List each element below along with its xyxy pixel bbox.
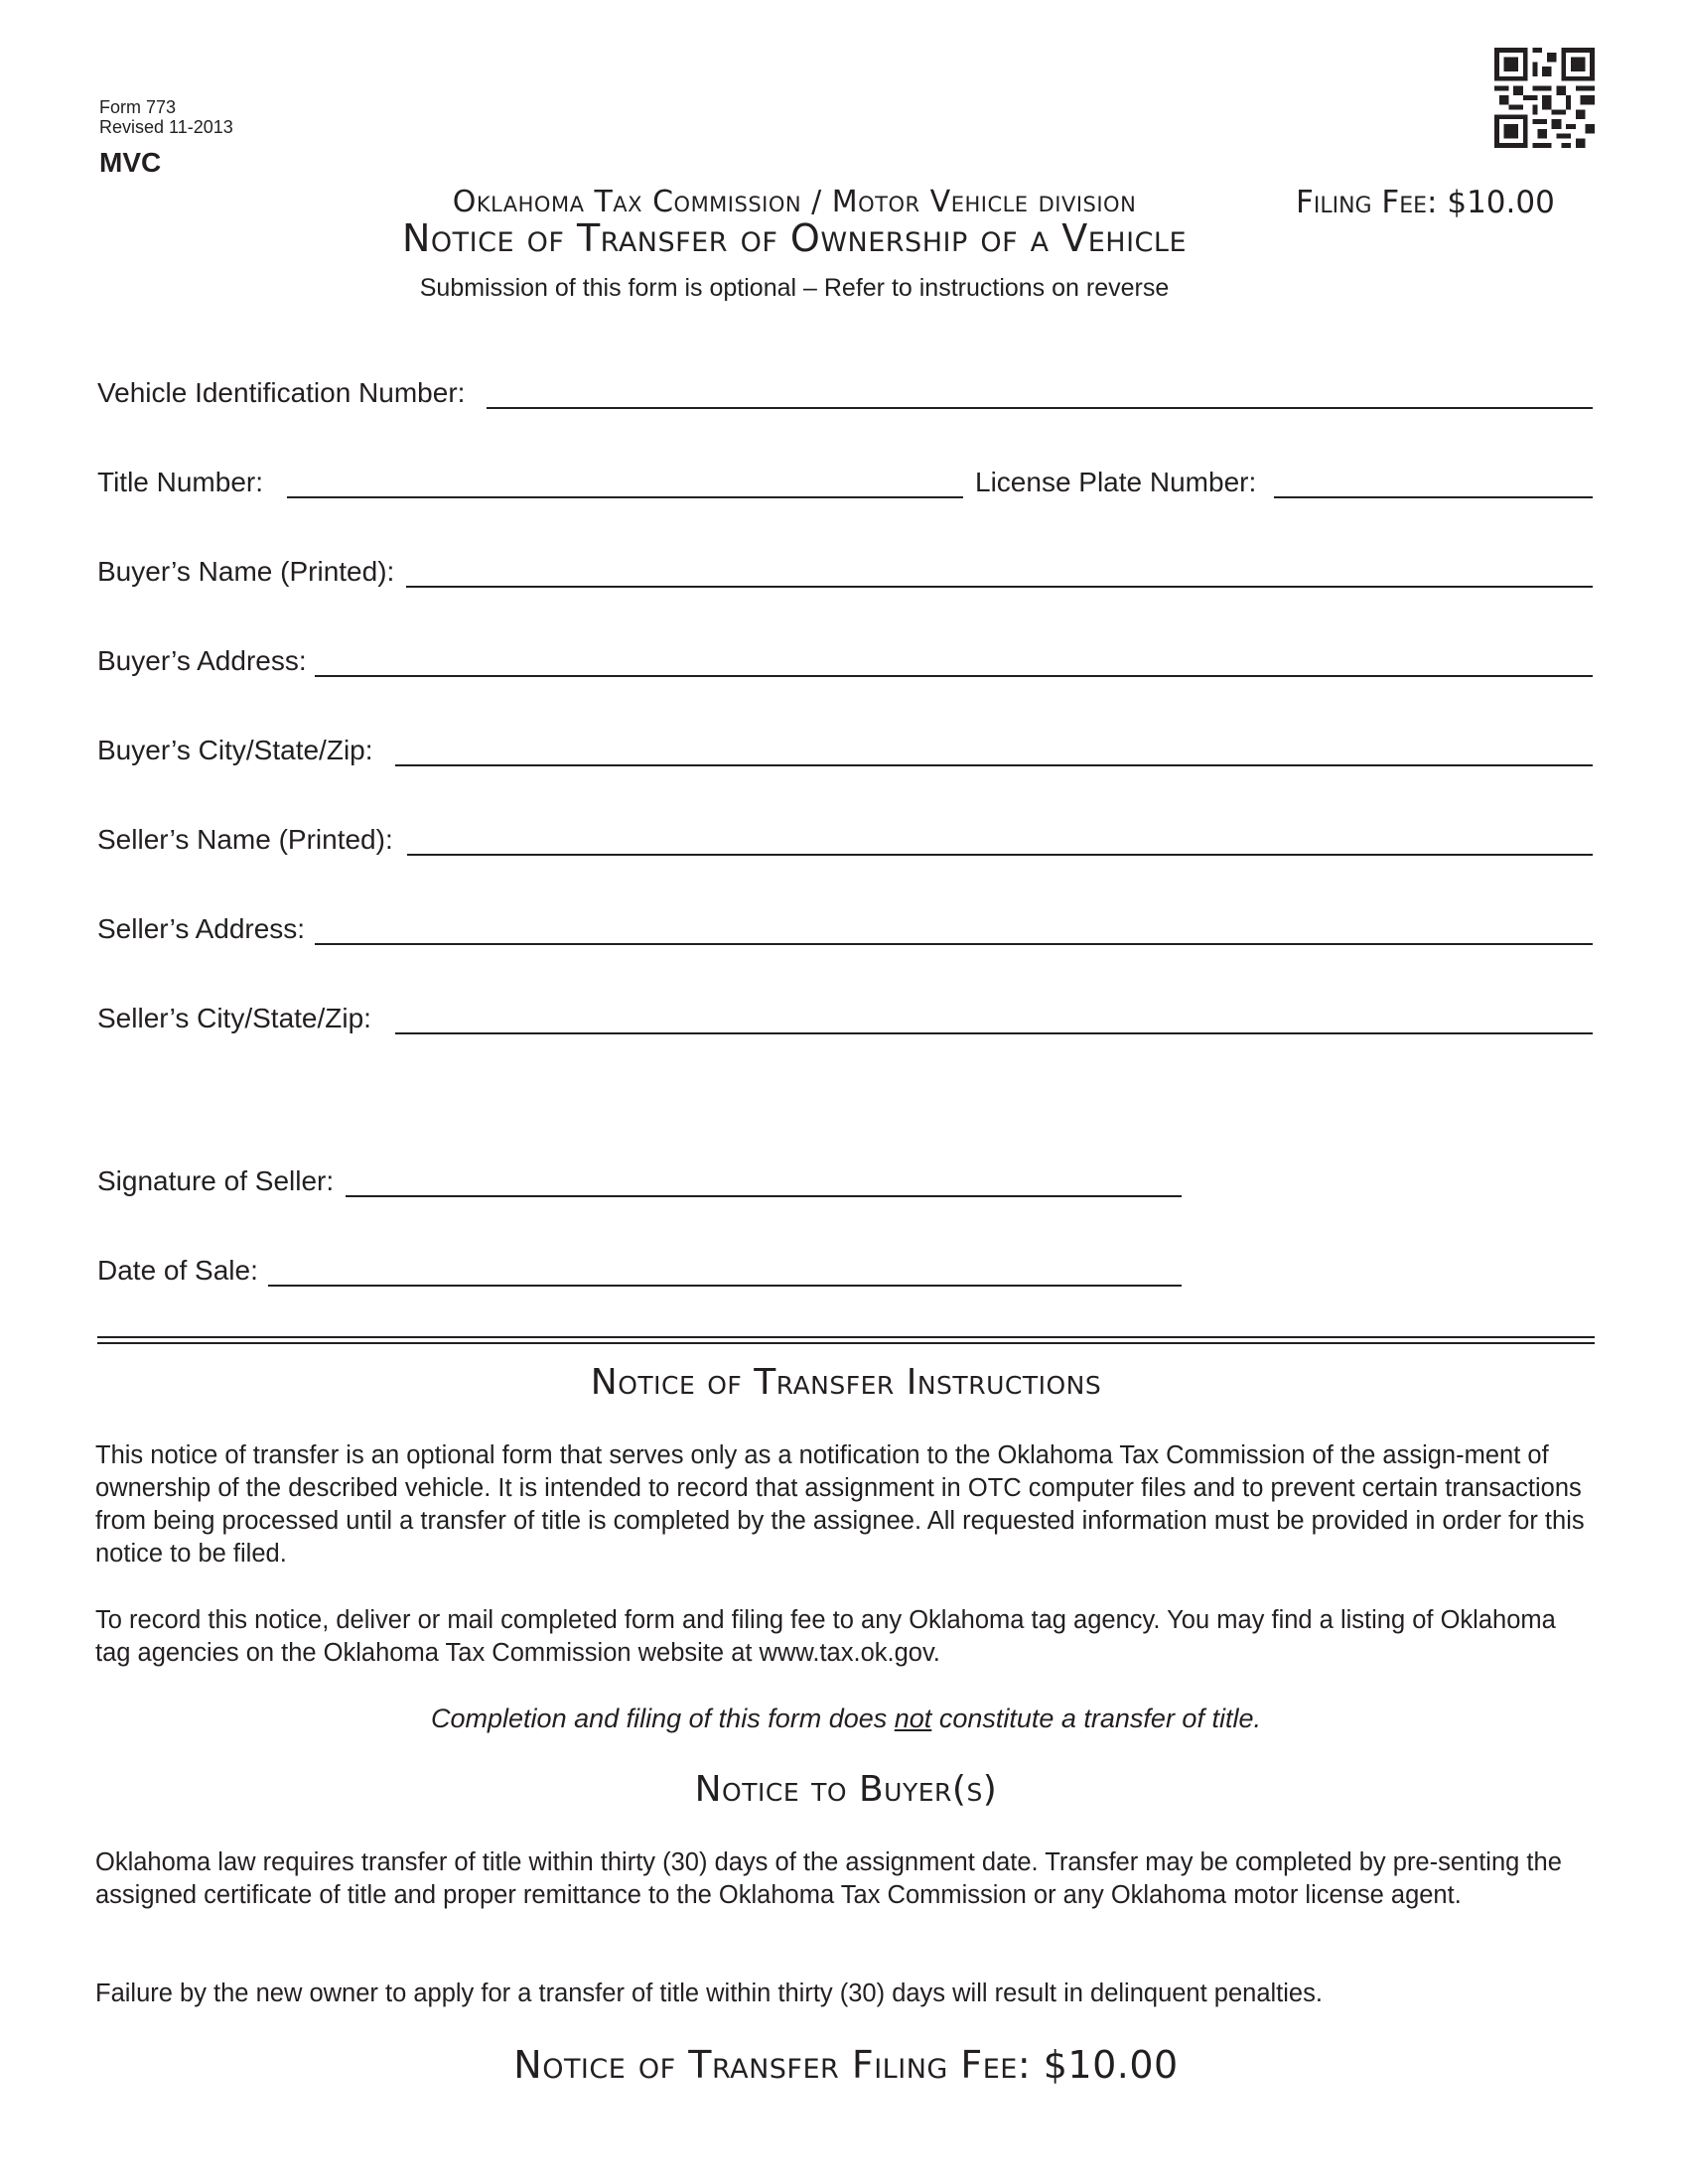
qr-code-icon <box>1494 48 1595 148</box>
seller-name-field[interactable] <box>97 816 1593 856</box>
seller-address-label: Seller’s Address: <box>97 913 306 944</box>
agency-name: Oklahoma Tax Commission / Motor Vehicle division <box>452 185 1137 219</box>
license-plate-input-line[interactable] <box>1274 467 1593 498</box>
seller-address-input-line[interactable] <box>315 913 1593 945</box>
seller-name-input-line[interactable] <box>407 824 1593 856</box>
buyer-city-input-line[interactable] <box>395 735 1593 766</box>
title-number-input-line[interactable] <box>287 467 963 498</box>
vin-input-line[interactable] <box>487 377 1593 409</box>
note-emphasis: not <box>894 1704 932 1733</box>
form-meta <box>99 97 233 137</box>
revision-date: Revised 11-2013 <box>99 117 233 137</box>
title-transfer-note <box>97 1704 1595 1734</box>
instructions-heading: Notice of Transfer Instructions <box>590 1362 1102 1403</box>
form-code: MVC <box>99 147 162 178</box>
buyer-address-label: Buyer’s Address: <box>97 645 307 676</box>
date-of-sale-label: Date of Sale: <box>97 1255 258 1286</box>
filing-fee: Filing Fee: $10.00 <box>1296 185 1555 220</box>
license-plate-field[interactable] <box>975 459 1593 498</box>
divider-rule-bottom <box>97 1342 1595 1344</box>
title-number-field[interactable] <box>97 459 963 498</box>
page-subtitle: Submission of this form is optional – Refer to instructions on reverse <box>419 274 1170 302</box>
note-text-end: constitute a transfer of title. <box>931 1704 1261 1733</box>
instructions-paragraph-2: To record this notice, deliver or mail completed form and filing fee to any Oklahoma tag agency. You may find a listing of Oklahoma tag agencies on the Oklahoma Tax Commission website at www.tax.ok.gov. <box>95 1606 1556 1667</box>
buyer-notice-paragraph-1: Oklahoma law requires transfer of title within thirty (30) days of the assignment date. Transfer may be completed by pre-senting the assigned certificate of title and proper remittance to the Oklahoma Tax Commission or any Oklahoma motor license agent. <box>95 1848 1562 1909</box>
seller-name-label: Seller’s Name (Printed): <box>97 824 393 855</box>
buyer-name-label: Buyer’s Name (Printed): <box>97 556 395 587</box>
page-title: Notice of Transfer of Ownership of a Vehicle <box>401 216 1188 260</box>
seller-city-field[interactable] <box>97 995 1593 1034</box>
note-text-start: Completion and filing of this form does <box>431 1704 895 1733</box>
title-number-label: Title Number: <box>97 467 264 497</box>
buyer-address-input-line[interactable] <box>315 645 1593 677</box>
seller-signature-field[interactable] <box>97 1158 1182 1197</box>
buyer-name-field[interactable] <box>97 548 1593 588</box>
filing-fee-heading: Notice of Transfer Filing Fee: $10.00 <box>513 2043 1179 2087</box>
date-of-sale-input-line[interactable] <box>268 1255 1182 1287</box>
vin-field[interactable] <box>97 369 1593 409</box>
date-of-sale-field[interactable] <box>97 1247 1182 1287</box>
buyer-notice-paragraph-2: Failure by the new owner to apply for a transfer of title within thirty (30) days will result in delinquent penalties. <box>95 1979 1323 2007</box>
buyer-city-field[interactable] <box>97 727 1593 766</box>
seller-signature-label: Signature of Seller: <box>97 1165 335 1196</box>
divider-rule-top <box>97 1336 1595 1338</box>
vin-label: Vehicle Identification Number: <box>97 377 466 408</box>
buyer-address-field[interactable] <box>97 637 1593 677</box>
form-number: Form 773 <box>99 97 177 117</box>
seller-city-label: Seller’s City/State/Zip: <box>97 1003 371 1033</box>
license-plate-label: License Plate Number: <box>975 467 1257 497</box>
seller-signature-input-line[interactable] <box>346 1165 1182 1197</box>
seller-city-input-line[interactable] <box>395 1003 1593 1034</box>
buyer-notice-heading: Notice to Buyer(s) <box>694 1769 998 1810</box>
buyer-city-label: Buyer’s City/State/Zip: <box>97 735 373 765</box>
instructions-paragraph-1: This notice of transfer is an optional form that serves only as a notification to the Oklahoma Tax Commission of the assign-ment of ownership of the described vehicle. It is intended to record that assignment in OTC computer files and to prevent certain transactions from being processed until a transfer of title is completed by the assignee. All requested information must be provided in order for this notice to be filed. <box>95 1441 1585 1568</box>
buyer-name-input-line[interactable] <box>406 556 1593 588</box>
seller-address-field[interactable] <box>97 905 1593 945</box>
